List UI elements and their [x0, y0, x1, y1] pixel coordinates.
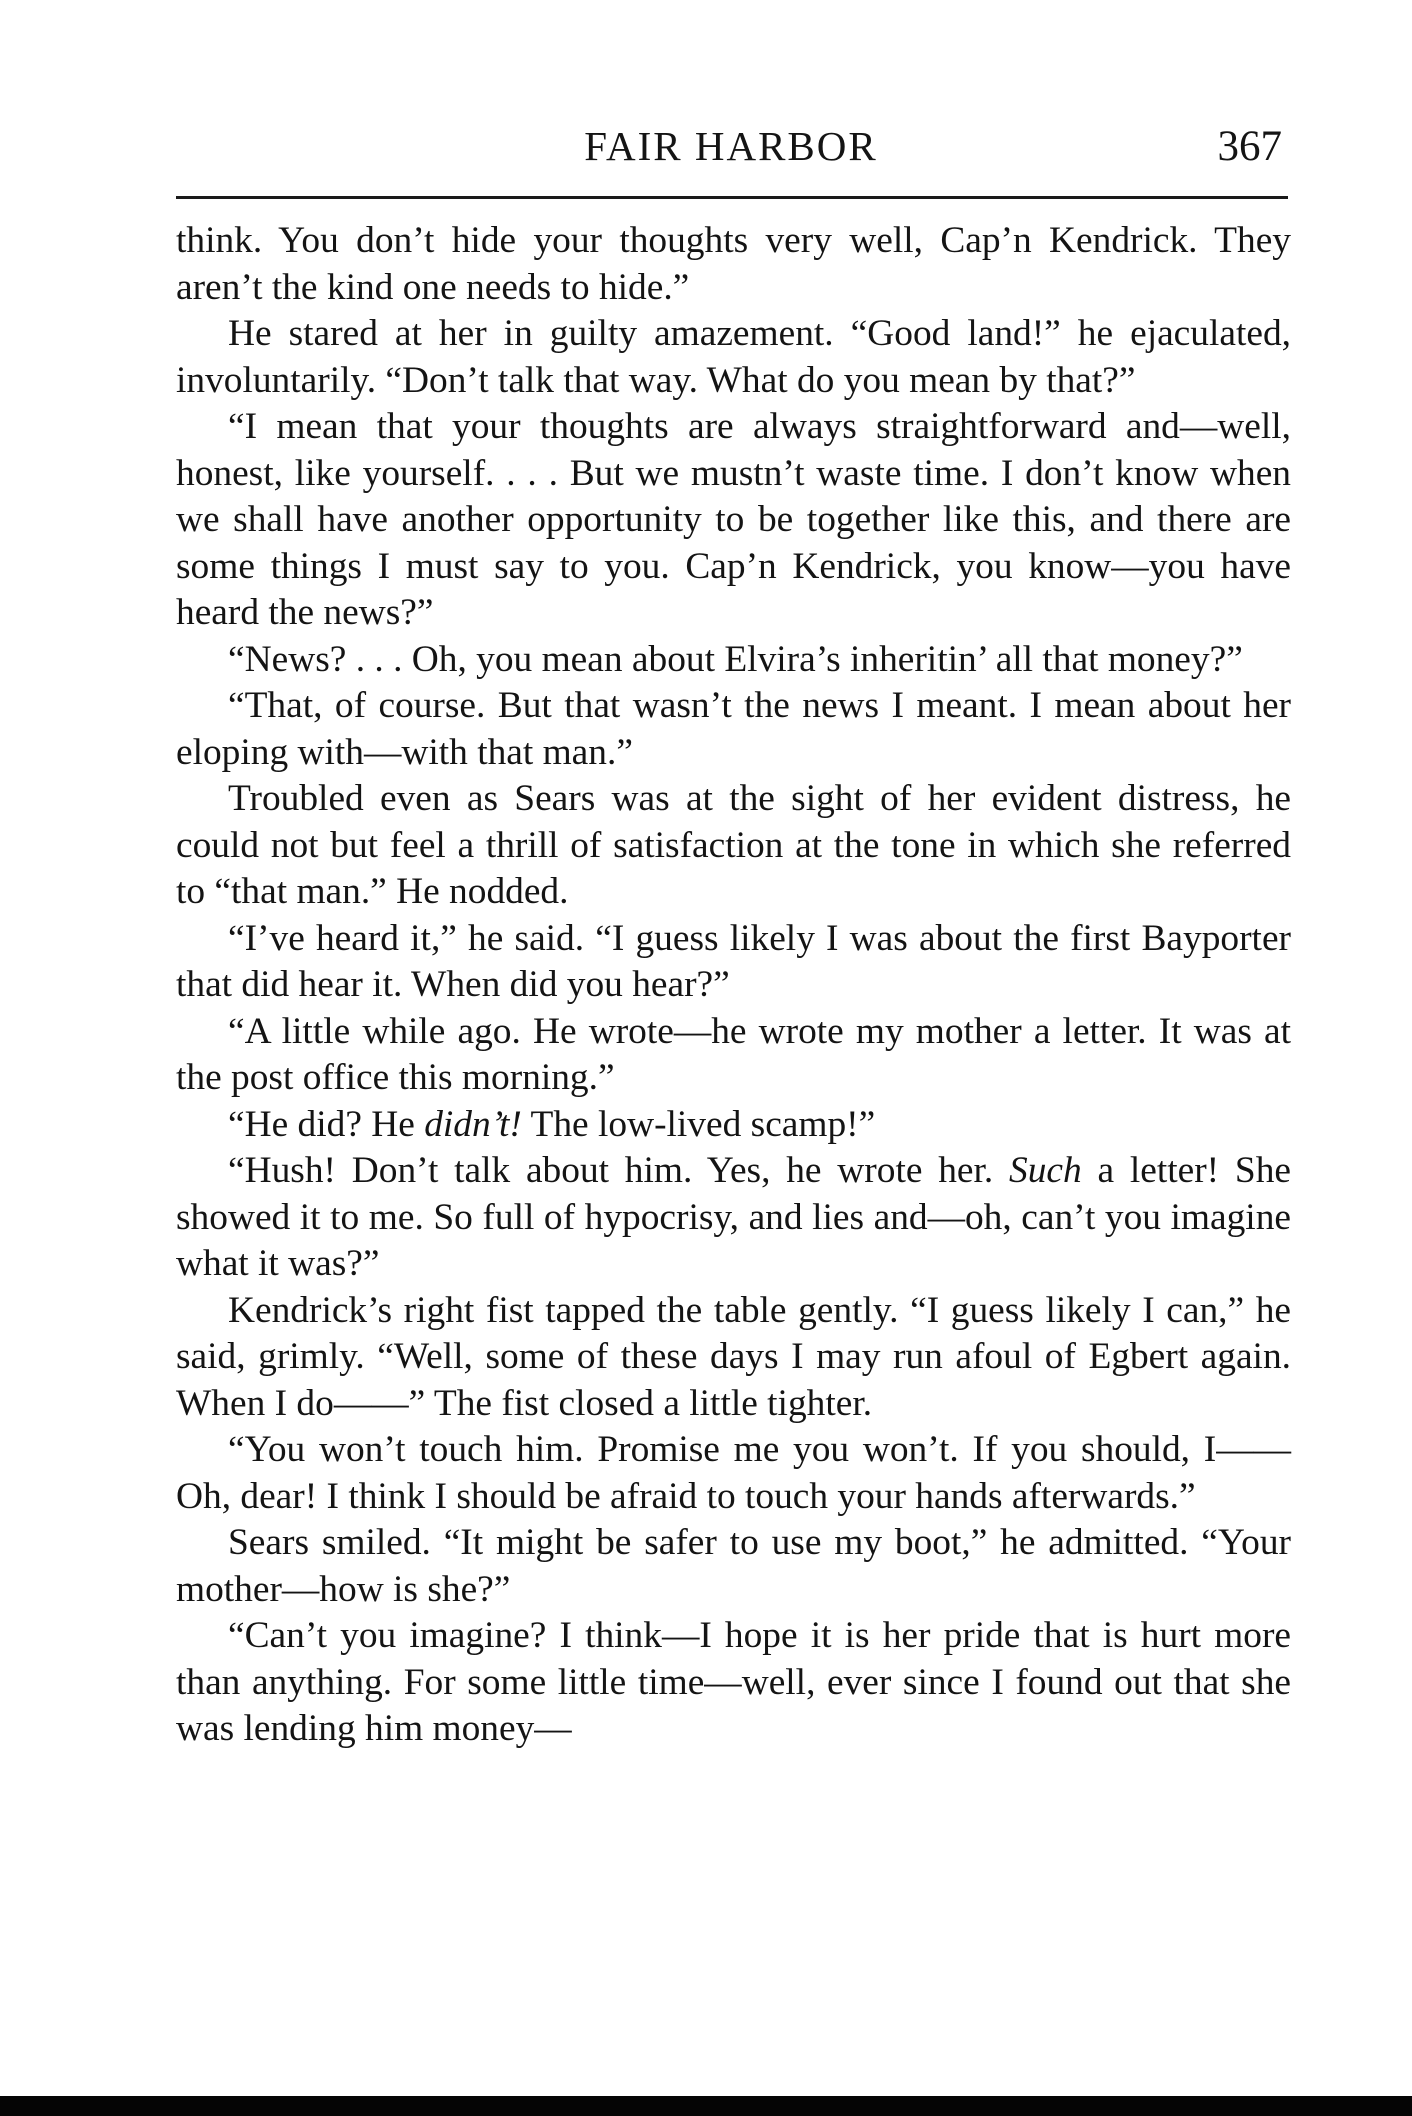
paragraph: He stared at her in guilty amazement. “Good land!” he ejaculated, involuntarily. “Don’t talk that way. What do you mean by that?” [176, 313, 1291, 401]
paragraph: Troubled even as Sears was at the sight of her evident distress, he could not but feel a thrill of satisfaction at the tone in which she referred to “that man.” He nodded. [176, 778, 1291, 912]
header-rule [176, 196, 1288, 199]
paragraph: “I’ve heard it,” he said. “I guess likely I was about the first Bayporter that did hear it. When did you hear?” [176, 917, 1291, 1005]
paragraph: “I mean that your thoughts are always straightforward and—well, honest, like yourself. . . . But we mustn’t waste time. I don’t know when we shall have another opportunity to be together like this, and there are some things I must say to you. Cap’n Kendrick, you know—you have heard the news?” [176, 406, 1291, 633]
emphasized-text: didn’t! [424, 1103, 522, 1145]
paragraph: “That, of course. But that wasn’t the news I meant. I mean about her eloping with—with that man.” [176, 685, 1291, 773]
bottom-edge-bar [0, 2096, 1412, 2116]
emphasized-text: Such [1009, 1150, 1082, 1191]
body-text [176, 218, 1291, 1753]
paragraph: “News? . . . Oh, you mean about Elvira’s inheritin’ all that money?” [228, 638, 1243, 680]
paragraph: “A little while ago. He wrote—he wrote my mother a letter. It was at the post office this morning.” [176, 1010, 1291, 1098]
running-head [176, 122, 1286, 192]
paragraph: think. You don’t hide your thoughts very well, Cap’n Kendrick. They aren’t the kind one needs to hide.” [176, 220, 1291, 308]
paragraph-text: “He did? He [228, 1103, 425, 1145]
paragraph: “You won’t touch him. Promise me you won’t. If you should, I—— Oh, dear! I think I should be afraid to touch your hands afterwards.” [176, 1429, 1291, 1517]
paragraph [176, 1148, 1291, 1288]
paragraph-text: The low-lived scamp!” [521, 1103, 876, 1145]
running-title: FAIR HARBOR [584, 123, 878, 169]
paragraph: “Can’t you imagine? I think—I hope it is her pride that is hurt more than anything. For some little time—well, ever since I found out that she was lending him money— [176, 1615, 1291, 1749]
paragraph: Sears smiled. “It might be safer to use my boot,” he admitted. “Your mother—how is she?” [176, 1522, 1291, 1610]
paragraph-text: a letter! She showed it to me. So full of hypocrisy, and lies and—oh, can’t you imagine what it was?” [176, 1150, 1291, 1284]
page-number: 367 [1217, 123, 1282, 170]
paragraph-text: “Hush! Don’t talk about him. Yes, he wrote her. [228, 1150, 1010, 1191]
paragraph [176, 1102, 1291, 1149]
paragraph: Kendrick’s right fist tapped the table gently. “I guess likely I can,” he said, grimly. “Well, some of these days I may run afoul of Egbert again. When I do——” The fist closed a little tighter. [176, 1289, 1291, 1424]
